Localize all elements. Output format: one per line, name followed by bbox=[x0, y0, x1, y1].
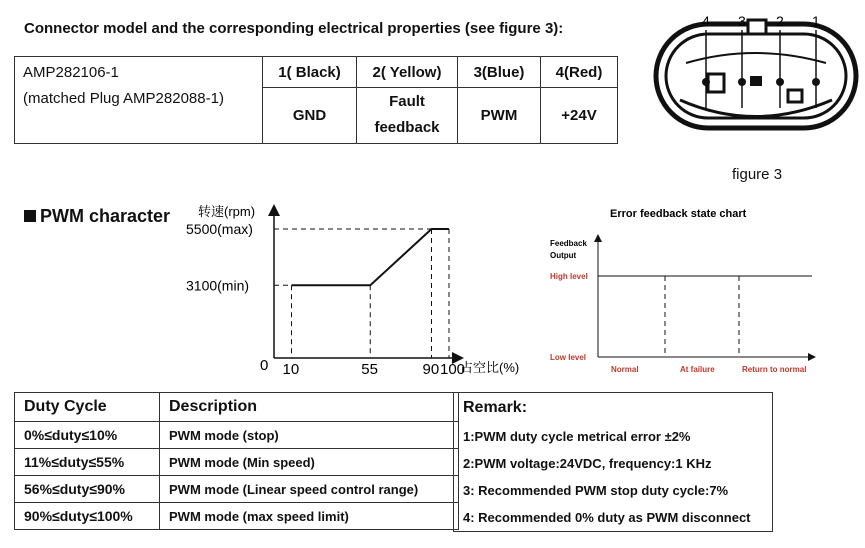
duty-description: PWM mode (Linear speed control range) bbox=[160, 476, 459, 503]
pin-value-4: +24V bbox=[541, 88, 618, 144]
pin-value-3: PWM bbox=[458, 88, 541, 144]
pwm-chart bbox=[180, 198, 520, 383]
pin-header-1: 1( Black) bbox=[263, 57, 357, 88]
duty-description: PWM mode (stop) bbox=[160, 422, 459, 449]
pin-label-4: 4 bbox=[702, 13, 710, 29]
duty-range: 0%≤duty≤10% bbox=[15, 422, 160, 449]
remark-item-2: 2:PWM voltage:24VDC, frequency:1 KHz bbox=[463, 456, 712, 471]
remark-item-4: 4: Recommended 0% duty as PWM disconnect bbox=[463, 510, 751, 525]
duty-description: PWM mode (max speed limit) bbox=[160, 503, 459, 530]
duty-range: 90%≤duty≤100% bbox=[15, 503, 160, 530]
low-level-label: Low level bbox=[550, 353, 587, 362]
duty-header-cycle: Duty Cycle bbox=[15, 393, 160, 422]
pwm-y-axis-label: 转速(rpm) bbox=[198, 204, 256, 219]
error-x-label-normal: Normal bbox=[611, 365, 639, 374]
pwm-x-tick-label: 90 bbox=[422, 361, 440, 378]
table-row bbox=[15, 476, 459, 503]
high-level-label: High level bbox=[550, 272, 588, 281]
error-x-label-return: Return to normal bbox=[742, 365, 807, 374]
pwm-x-tick-label: 55 bbox=[361, 361, 378, 378]
table-row bbox=[15, 503, 459, 530]
error-y-label-2: Output bbox=[550, 251, 577, 260]
pwm-title bbox=[24, 206, 170, 227]
pwm-origin-label: 0 bbox=[260, 357, 269, 374]
pin-label-2: 2 bbox=[776, 13, 784, 29]
table-row bbox=[15, 422, 459, 449]
pwm-y-tick-label: 5500(max) bbox=[186, 221, 253, 238]
pin-label-3: 3 bbox=[738, 13, 746, 29]
error-y-label-1: Feedback bbox=[550, 239, 587, 248]
duty-cycle-table bbox=[14, 392, 459, 530]
pin-header-2: 2( Yellow) bbox=[357, 57, 458, 88]
pwm-series-line bbox=[292, 229, 450, 285]
remark-box bbox=[453, 392, 773, 532]
table-row bbox=[15, 449, 459, 476]
pin-value-2: Fault feedback bbox=[357, 88, 458, 144]
connector-model: AMP282106-1 bbox=[15, 57, 263, 88]
remark-title: Remark: bbox=[463, 399, 528, 416]
pin-header-3: 3(Blue) bbox=[458, 57, 541, 88]
pin-header-4: 4(Red) bbox=[541, 57, 618, 88]
pwm-x-tick-label: 10 bbox=[282, 361, 300, 378]
matched-plug: (matched Plug AMP282088-1) bbox=[15, 88, 263, 144]
pwm-x-axis-label: 占空比(%) bbox=[460, 360, 520, 375]
pin-label-1: 1 bbox=[812, 13, 820, 29]
connector-table bbox=[14, 56, 618, 144]
remark-item-3: 3: Recommended PWM stop duty cycle:7% bbox=[463, 483, 729, 498]
pin-value-1: GND bbox=[263, 88, 357, 144]
pwm-title-text: PWM character bbox=[40, 206, 171, 226]
error-chart-title: Error feedback state chart bbox=[610, 208, 747, 220]
remark-item-1: 1:PWM duty cycle metrical error ±2% bbox=[463, 429, 691, 444]
pwm-x-tick-label: 100 bbox=[440, 361, 466, 378]
connector-diagram bbox=[650, 8, 860, 133]
section-heading: Connector model and the corresponding electrical properties (see figure 3): bbox=[24, 20, 564, 37]
pwm-y-tick-label: 3100(min) bbox=[186, 277, 250, 294]
error-x-label-failure: At failure bbox=[680, 365, 715, 374]
square-bullet-icon bbox=[24, 210, 36, 222]
duty-header-description: Description bbox=[160, 393, 459, 422]
duty-description: PWM mode (Min speed) bbox=[160, 449, 459, 476]
error-chart bbox=[540, 200, 860, 380]
duty-range: 56%≤duty≤90% bbox=[15, 476, 160, 503]
duty-header-row bbox=[15, 393, 459, 422]
figure-caption: figure 3 bbox=[732, 166, 783, 183]
duty-range: 11%≤duty≤55% bbox=[15, 449, 160, 476]
